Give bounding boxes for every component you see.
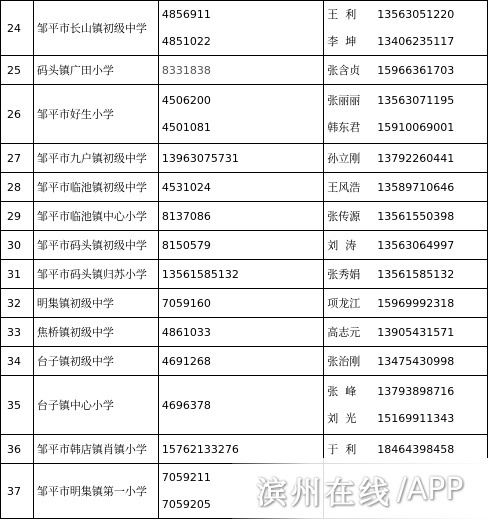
contact-name: 李 坤 [327,35,357,48]
row-number: 34 [1,347,34,376]
table-row [1,347,488,376]
row-number: 32 [1,289,34,318]
school-phone: 4691268 [158,347,323,376]
phone-number: 4851022 [161,35,211,48]
table-row [1,376,488,435]
row-number: 29 [1,202,34,231]
school-name: 邹平市韩店镇肖镇小学 [33,435,158,464]
contact-cell [324,318,488,347]
contact-phone: 13475430998 [377,354,455,368]
contact-cell [324,376,488,435]
contact-name: 项龙江 [327,296,361,310]
school-phone: 8150579 [158,231,323,260]
table-row [1,289,488,318]
table-row [1,173,488,202]
school-phone: 13963075731 [158,144,323,173]
table-row [1,318,488,347]
school-name: 邹平市好生小学 [33,85,158,144]
contact-phone: 13563051220 [377,8,455,21]
school-name: 邹平市长山镇初级中学 [33,1,158,56]
school-phone: 4696378 [158,376,323,435]
contact-cell [324,173,488,202]
table-row [1,56,488,85]
school-name: 台子镇中心小学 [33,376,158,435]
row-number: 25 [1,56,34,85]
row-number: 33 [1,318,34,347]
school-name: 邹平市码头镇初级中学 [33,231,158,260]
school-phone: 15762133276 [158,435,323,464]
school-name: 邹平市码头镇归苏小学 [33,260,158,289]
row-number: 27 [1,144,34,173]
school-phone: 8331838 [158,56,323,85]
contact-phone: 13793898716 [377,385,455,398]
school-phone: 4861033 [158,318,323,347]
contact-phone: 13561585132 [377,267,455,281]
phone-number: 4856911 [161,8,211,21]
contact-name: 韩东君 [327,121,361,134]
contact-cell [324,202,488,231]
watermark-app: /APP [396,472,464,507]
contact-name: 刘 涛 [327,238,357,252]
contact-cell [324,85,488,144]
contact-name: 张治刚 [327,354,361,368]
contact-cell [324,231,488,260]
row-number: 36 [1,435,34,464]
table-row [1,202,488,231]
school-name: 码头镇广田小学 [33,56,158,85]
watermark [232,458,488,521]
contact-name: 王风浩 [327,180,361,194]
phone-number: 4501081 [161,121,211,134]
school-name: 台子镇初级中学 [33,347,158,376]
table-row [1,144,488,173]
contact-phone: 13563064997 [377,238,455,252]
contact-cell [324,289,488,318]
school-phone [158,85,323,144]
contact-cell [324,1,488,56]
contact-cell [324,144,488,173]
school-phone [158,1,323,56]
contact-cell [324,260,488,289]
contact-phone: 13406235117 [377,35,455,48]
watermark-text: 滨州在线 [256,475,393,511]
contact-cell [324,56,488,85]
contact-name: 刘 光 [327,412,357,425]
school-phone: 8137086 [158,202,323,231]
school-phone: 4531024 [158,173,323,202]
table-row [1,231,488,260]
contact-cell [324,347,488,376]
contact-phone: 18464398458 [377,442,455,456]
school-name: 邹平市明集镇第一小学 [33,464,158,519]
row-number: 26 [1,85,34,144]
contact-name: 张含贞 [327,63,361,77]
phone-number: 7059211 [161,471,211,484]
table-row [1,260,488,289]
phone-number: 7059205 [161,498,211,511]
row-number: 30 [1,231,34,260]
school-name: 邹平市九户镇初级中学 [33,144,158,173]
school-phone: 13561585132 [158,260,323,289]
contact-phone: 15966361703 [377,63,455,77]
school-phone: 7059160 [158,289,323,318]
school-name: 邹平市临池镇初级中学 [33,173,158,202]
contact-name: 王 利 [327,8,357,21]
row-number: 31 [1,260,34,289]
contact-name: 张 峰 [327,385,357,398]
contact-phone: 15969992318 [377,296,455,310]
school-name: 邹平市临池镇中心小学 [33,202,158,231]
contact-phone: 13563071195 [377,94,455,107]
contact-phone: 15169911343 [377,412,455,425]
row-number: 24 [1,1,34,56]
contact-phone: 13792260441 [377,151,455,165]
row-number: 37 [1,464,34,519]
contact-name: 于 利 [327,442,357,456]
table-row [1,85,488,144]
contact-name: 张传源 [327,209,361,223]
contact-name: 张秀娟 [327,267,361,281]
contact-phone: 15910069001 [377,121,455,134]
contact-name: 张丽丽 [327,94,361,107]
row-number: 28 [1,173,34,202]
school-name: 明集镇初级中学 [33,289,158,318]
contact-phone: 13589710646 [377,180,455,194]
school-name: 焦桥镇初级中学 [33,318,158,347]
contact-phone: 13905431571 [377,325,455,339]
table-row [1,1,488,56]
contact-phone: 13561550398 [377,209,455,223]
row-number: 35 [1,376,34,435]
contact-name: 孙立刚 [327,151,361,165]
contact-name: 高志元 [327,325,361,339]
phone-number: 4506200 [161,94,211,107]
